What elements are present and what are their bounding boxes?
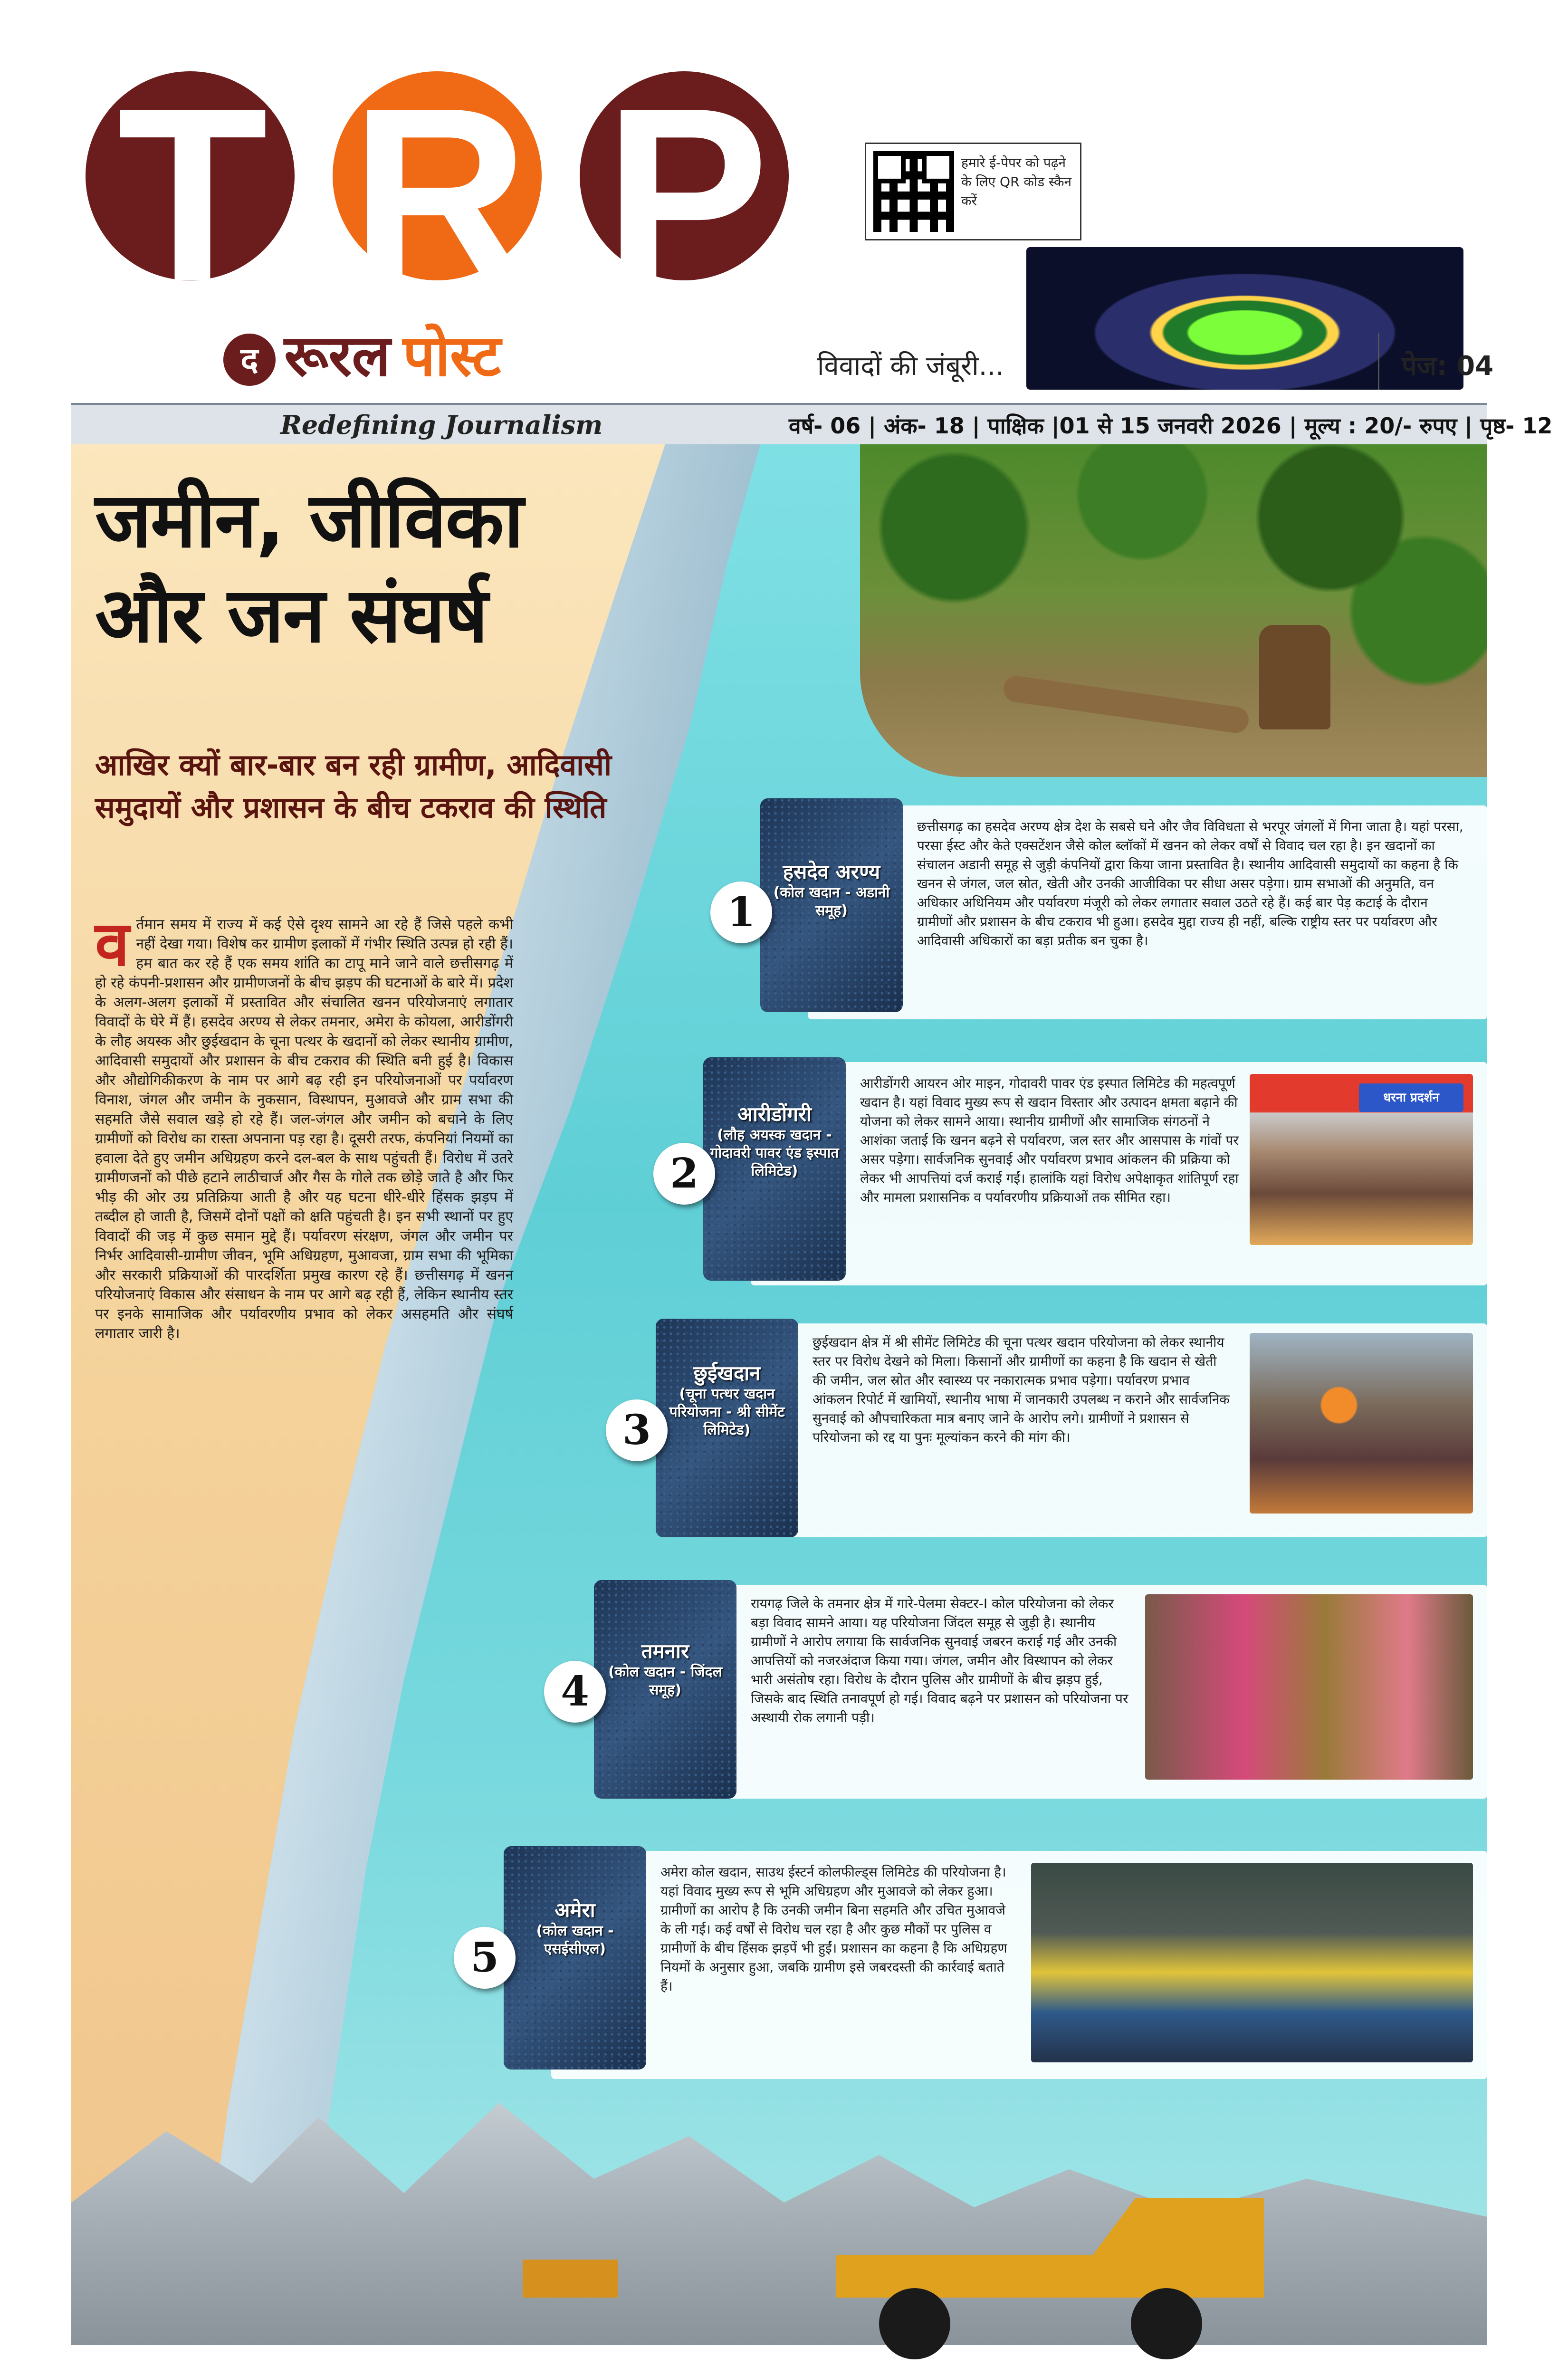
section-title-4: तमनार: [641, 1639, 689, 1663]
qr-code-icon[interactable]: [873, 151, 954, 232]
headline-line-1: जमीन, जीविका: [95, 476, 523, 565]
section-text-5: अमेरा कोल खदान, साउथ ईस्टर्न कोलफील्ड्स लिमिटेड की परियोजना है। यहां विवाद मुख्य रूप से भूमि अधिग्रहण और मुआवजे को लेकर हुआ। ग्रामीणों का आरोप है कि उनकी जमीन बिना सहमति और उचित मुआवजे के ली गई। कई वर्षों से विरोध चल रहा है और कुछ मौकों पर पुलिस व ग्रामीणों के बीच हिंसक झड़पें भी हुईं। प्रशासन का कहना है कि अधिग्रहण नियमों के अनुसार हुआ, जबकि ग्रामीण इसे जबरदस्ती की कार्रवाई बताते हैं।: [660, 1864, 1007, 1994]
section-tile-5: [504, 1846, 646, 2069]
issue-info-bar: [71, 403, 1553, 445]
women-protest-photo: [1145, 1594, 1473, 1780]
article-body: [95, 908, 513, 1343]
qr-caption: हमारे ई-पेपर को पढ़ने के लिए QR कोड स्कैन करें: [961, 155, 1071, 209]
small-dump-truck: [523, 2260, 618, 2298]
publication-the-badge: द: [223, 334, 276, 386]
section-tile-1: [760, 798, 903, 1012]
logo-circle-p: [580, 57, 789, 333]
section-title-block-1: [760, 860, 903, 920]
protest-tent-photo: [1250, 1074, 1473, 1245]
divider: [1378, 333, 1379, 390]
section-title-5: अमेरा: [555, 1898, 595, 1922]
section-number-4: 4: [544, 1661, 606, 1723]
issue-details: वर्ष- 06 | अंक- 18 | पाक्षिक |01 से 15 जनवरी 2026 | मूल्य : 20/- रुपए | पृष्ठ- 12: [789, 413, 1553, 439]
logo-letter-p: P: [604, 57, 765, 333]
section-title-block-5: [504, 1898, 646, 1958]
section-text-3: छुईखदान क्षेत्र में श्री सीमेंट लिमिटेड की चूना पत्थर खदान परियोजना को लेकर स्थानीय स्तर पर विरोध देखने को मिला। किसानों और ग्रामीणों का कहना है कि खदान से खेती की जमीन, जल स्रोत और स्वास्थ्य पर नकारात्मक प्रभाव पड़ेगा। पर्यावरण प्रभाव आंकलन रिपोर्ट में खामियों, स्थानीय भाषा में जानकारी उपलब्ध न कराने और सार्वजनिक सुनवाई को औपचारिकता मात्र बनाए जाने के आरोप लगे। ग्रामीणों ने प्रशासन से परियोजना को रद्द या पुनः मूल्यांकन करने की मांग की।: [813, 1334, 1230, 1445]
headline-line-2: और जन संघर्ष: [95, 571, 488, 660]
section-number-1: 1: [710, 881, 772, 943]
section-number-5: 5: [454, 1927, 516, 1989]
section-title-block-3: [656, 1361, 798, 1439]
section-title-block-2: [703, 1102, 846, 1180]
section-title-2: आरीडोंगरी: [737, 1102, 812, 1126]
publication-post: पोस्ट: [402, 323, 501, 389]
logo-circle-t: [86, 57, 295, 333]
section-number-3: 3: [606, 1399, 668, 1461]
tree-stump: [1259, 625, 1330, 729]
subheadline: आखिर क्यों बार-बार बन रही ग्रामीण, आदिवासी समुदायों और प्रशासन के बीच टकराव की स्थिति: [95, 747, 612, 825]
stadium-night-image: [1026, 247, 1463, 390]
section-tile-4: [594, 1580, 736, 1799]
section-text-2: आरीडोंगरी आयरन ओर माइन, गोदावरी पावर एंड इस्पात लिमिटेड की महत्वपूर्ण खदान है। यहां विवाद मुख्य रूप से खदान विस्तार और उत्पादन क्षमता बढ़ाने की योजना को लेकर सामने आया। स्थानीय ग्रामीणों और सामाजिक संगठनों ने आशंका जताई कि खनन बढ़ने से पर्यावरण, जल स्तर और आसपास के गांवों पर असर पड़ेगा। सार्वजनिक सुनवाई और पर्यावरण प्रभाव आंकलन की प्रक्रिया को लेकर भी आपत्तियां दर्ज कराई गईं। हालांकि यहां विरोध अपेक्षाकृत शांतिपूर्ण रहा और मामला प्रशासनिक व पर्यावरणीय प्रक्रियाओं तक सीमित रहा।: [860, 1075, 1239, 1205]
page-number: पेज: 04: [1402, 351, 1494, 382]
logo-letter-r: R: [350, 57, 524, 333]
publication-rural: रूरल: [284, 323, 391, 389]
villagers-protest-photo: [1250, 1333, 1473, 1514]
police-clash-photo: [1031, 1863, 1473, 2062]
section-tile-2: [703, 1057, 846, 1281]
feature-story: [71, 444, 1487, 2345]
article-body-text: र्तमान समय में राज्य में कई ऐसे दृश्य सामने आ रहे हैं जिसे पहले कभी नहीं देखा गया। विशेष कर ग्रामीण इलाकों में गंभीर स्थिति उत्पन्न हो रही हैं। हम बात कर रहे हैं एक समय शांति का टापू माने जाने वाले छत्तीसगढ़ में हो रहे कंपनी-प्रशासन और ग्रामीणजनों के बीच झड़प की घटनाओं के बारे में। प्रदेश के अलग-अलग इलाकों में प्रस्तावित और संचालित खनन परियोजनाएं लगातार विवादों के घेरे में हैं। हसदेव अरण्य से लेकर तमनार, अमेरा के कोयला, आरीडोंगरी के लौह अयस्क और छुईखदान के चूना पत्थर के खदानों को लेकर स्थानीय ग्रामीण, आदिवासी समुदायों और प्रशासन के बीच टकराव की स्थिति बनी हुई है। विकास और औद्योगिकीकरण के नाम पर आगे बढ़ रही इन परियोजनाओं पर पर्यावरण विनाश, जंगल और जमीन के नुकसान, विस्थापन, मुआवजे और ग्राम सभा की सहमति जैसे सवाल खड़े हो रहे हैं। जल-जंगल और जमीन को बचाने के लिए ग्रामीणों को विरोध का रास्ता अपनाना पड़ रहा है। दूसरी तरफ, कंपनियां नियमों का हवाला देते हुए जमीन अधिग्रहण करने दल-बल के साथ पहुंचती हैं। विरोध में उतरे ग्रामीणजनों को पीछे हटाने लाठीचार्ज और गैस के गोले तक छोड़े जाते है और फिर भीड़ की ओर उग्र प्रतिक्रिया आती है और यह घटना धीरे-धीरे हिंसक झड़प में तब्दील हो जाती है, जिसमें दोनों पक्षों को क्षति पहुंचती है। इन सभी स्थानों पर हुए विवादों की जड़ में कुछ समान मुद्दे हैं। पर्यावरण संरक्षण, जंगल और जमीन पर निर्भर आदिवासी-ग्रामीण जीवन, भूमि अधिग्रहण, मुआवजा, ग्राम सभा की भूमिका और सरकारी प्रक्रियाओं की पारदर्शिता प्रमुख कारण रहे हैं। छत्तीसगढ़ में खनन परियोजनाएं विकास और संसाधन के नाम पर आगे बढ़ रही हैं, लेकिन स्थानीय स्तर पर इनके सामाजिक और पर्यावरणीय प्रभाव को लेकर असहमति और संघर्ष लगातार जारी है।: [95, 916, 513, 1342]
publication-name: [223, 323, 501, 390]
tagline: Redefining Journalism: [280, 410, 603, 440]
section-subtitle-1: (कोल खदान - अडानी समूह): [773, 884, 890, 919]
logo-letter-t: T: [117, 57, 263, 333]
protest-banner: धरना प्रदर्शन: [1359, 1083, 1463, 1112]
fallen-log: [1002, 674, 1251, 735]
dump-truck-wheel: [1131, 2288, 1202, 2359]
dump-truck-wheel: [879, 2288, 950, 2359]
section-title-block-4: [594, 1639, 736, 1699]
section-text-1: छत्तीसगढ़ का हसदेव अरण्य क्षेत्र देश के सबसे घने और जैव विविधता से भरपूर जंगलों में गिना जाता है। यहां परसा, परसा ईस्ट और केते एक्सटेंशन जैसे कोल ब्लॉकों में खनन को लेकर वर्षों से विवाद चल रहा है। इन खदानों का संचालन अडानी समूह से जुड़ी कंपनियों द्वारा किया जाना प्रस्तावित है। स्थानीय आदिवासी समुदायों का कहना है कि खनन से जंगल, जल स्रोत, खेती और उनकी आजीविका पर सीधा असर पड़ेगा। ग्राम सभाओं की अनुमति, वन अधिकार अधिनियम और पर्यावरण मंजूरी को लेकर लगातार सवाल उठते रहे हैं। कई बार पेड़ कटाई के दौरान ग्रामीणों और प्रशासन के बीच टकराव भी हुआ। हसदेव मुद्दा राज्य ही नहीं, बल्कि राष्ट्रीय स्तर पर पर्यावरण और आदिवासी अधिकारों का बड़ा प्रतीक बन चुका है।: [917, 819, 1463, 948]
section-number-2: 2: [653, 1143, 715, 1205]
story-teaser: विवादों की जंबूरी...: [817, 351, 1004, 382]
section-text-4: रायगढ़ जिले के तमनार क्षेत्र में गारे-पेलमा सेक्टर-I कोल परियोजना को लेकर बड़ा विवाद सामने आया। यह परियोजना जिंदल समूह से जुड़ी है। स्थानीय ग्रामीणों ने आरोप लगाया कि सार्वजनिक सुनवाई जबरन कराई गई और उनकी आपत्तियों को नजरअंदाज किया गया। जंगल, जमीन और विस्थापन को लेकर भारी असंतोष रहा। विरोध के दौरान पुलिस और ग्रामीणों के बीच झड़प हुई, जिसके बाद स्थिति तनावपूर्ण हो गई। विवाद बढ़ने पर प्रशासन को परियोजना पर अस्थायी रोक लगानी पड़ी।: [751, 1596, 1128, 1725]
section-subtitle-3: (चूना पत्थर खदान परियोजना - श्री सीमेंट लिमिटेड): [669, 1386, 785, 1438]
drop-cap: व: [95, 908, 130, 980]
section-title-1: हसदेव अरण्य: [783, 860, 880, 883]
qr-box[interactable]: [865, 143, 1081, 240]
section-subtitle-4: (कोल खदान - जिंदल समूह): [608, 1664, 722, 1698]
section-title-3: छुईखदान: [693, 1361, 761, 1385]
deforestation-photo: [860, 444, 1487, 777]
masthead: [0, 0, 1568, 440]
logo-circle-r: [333, 57, 542, 333]
headline: [95, 473, 713, 663]
section-subtitle-5: (कोल खदान - एसईसीएल): [536, 1923, 614, 1957]
section-subtitle-2: (लौह अयस्क खदान - गोदावरी पावर एंड इस्पात लिमिटेड): [710, 1127, 839, 1179]
section-tile-3: [656, 1319, 798, 1537]
